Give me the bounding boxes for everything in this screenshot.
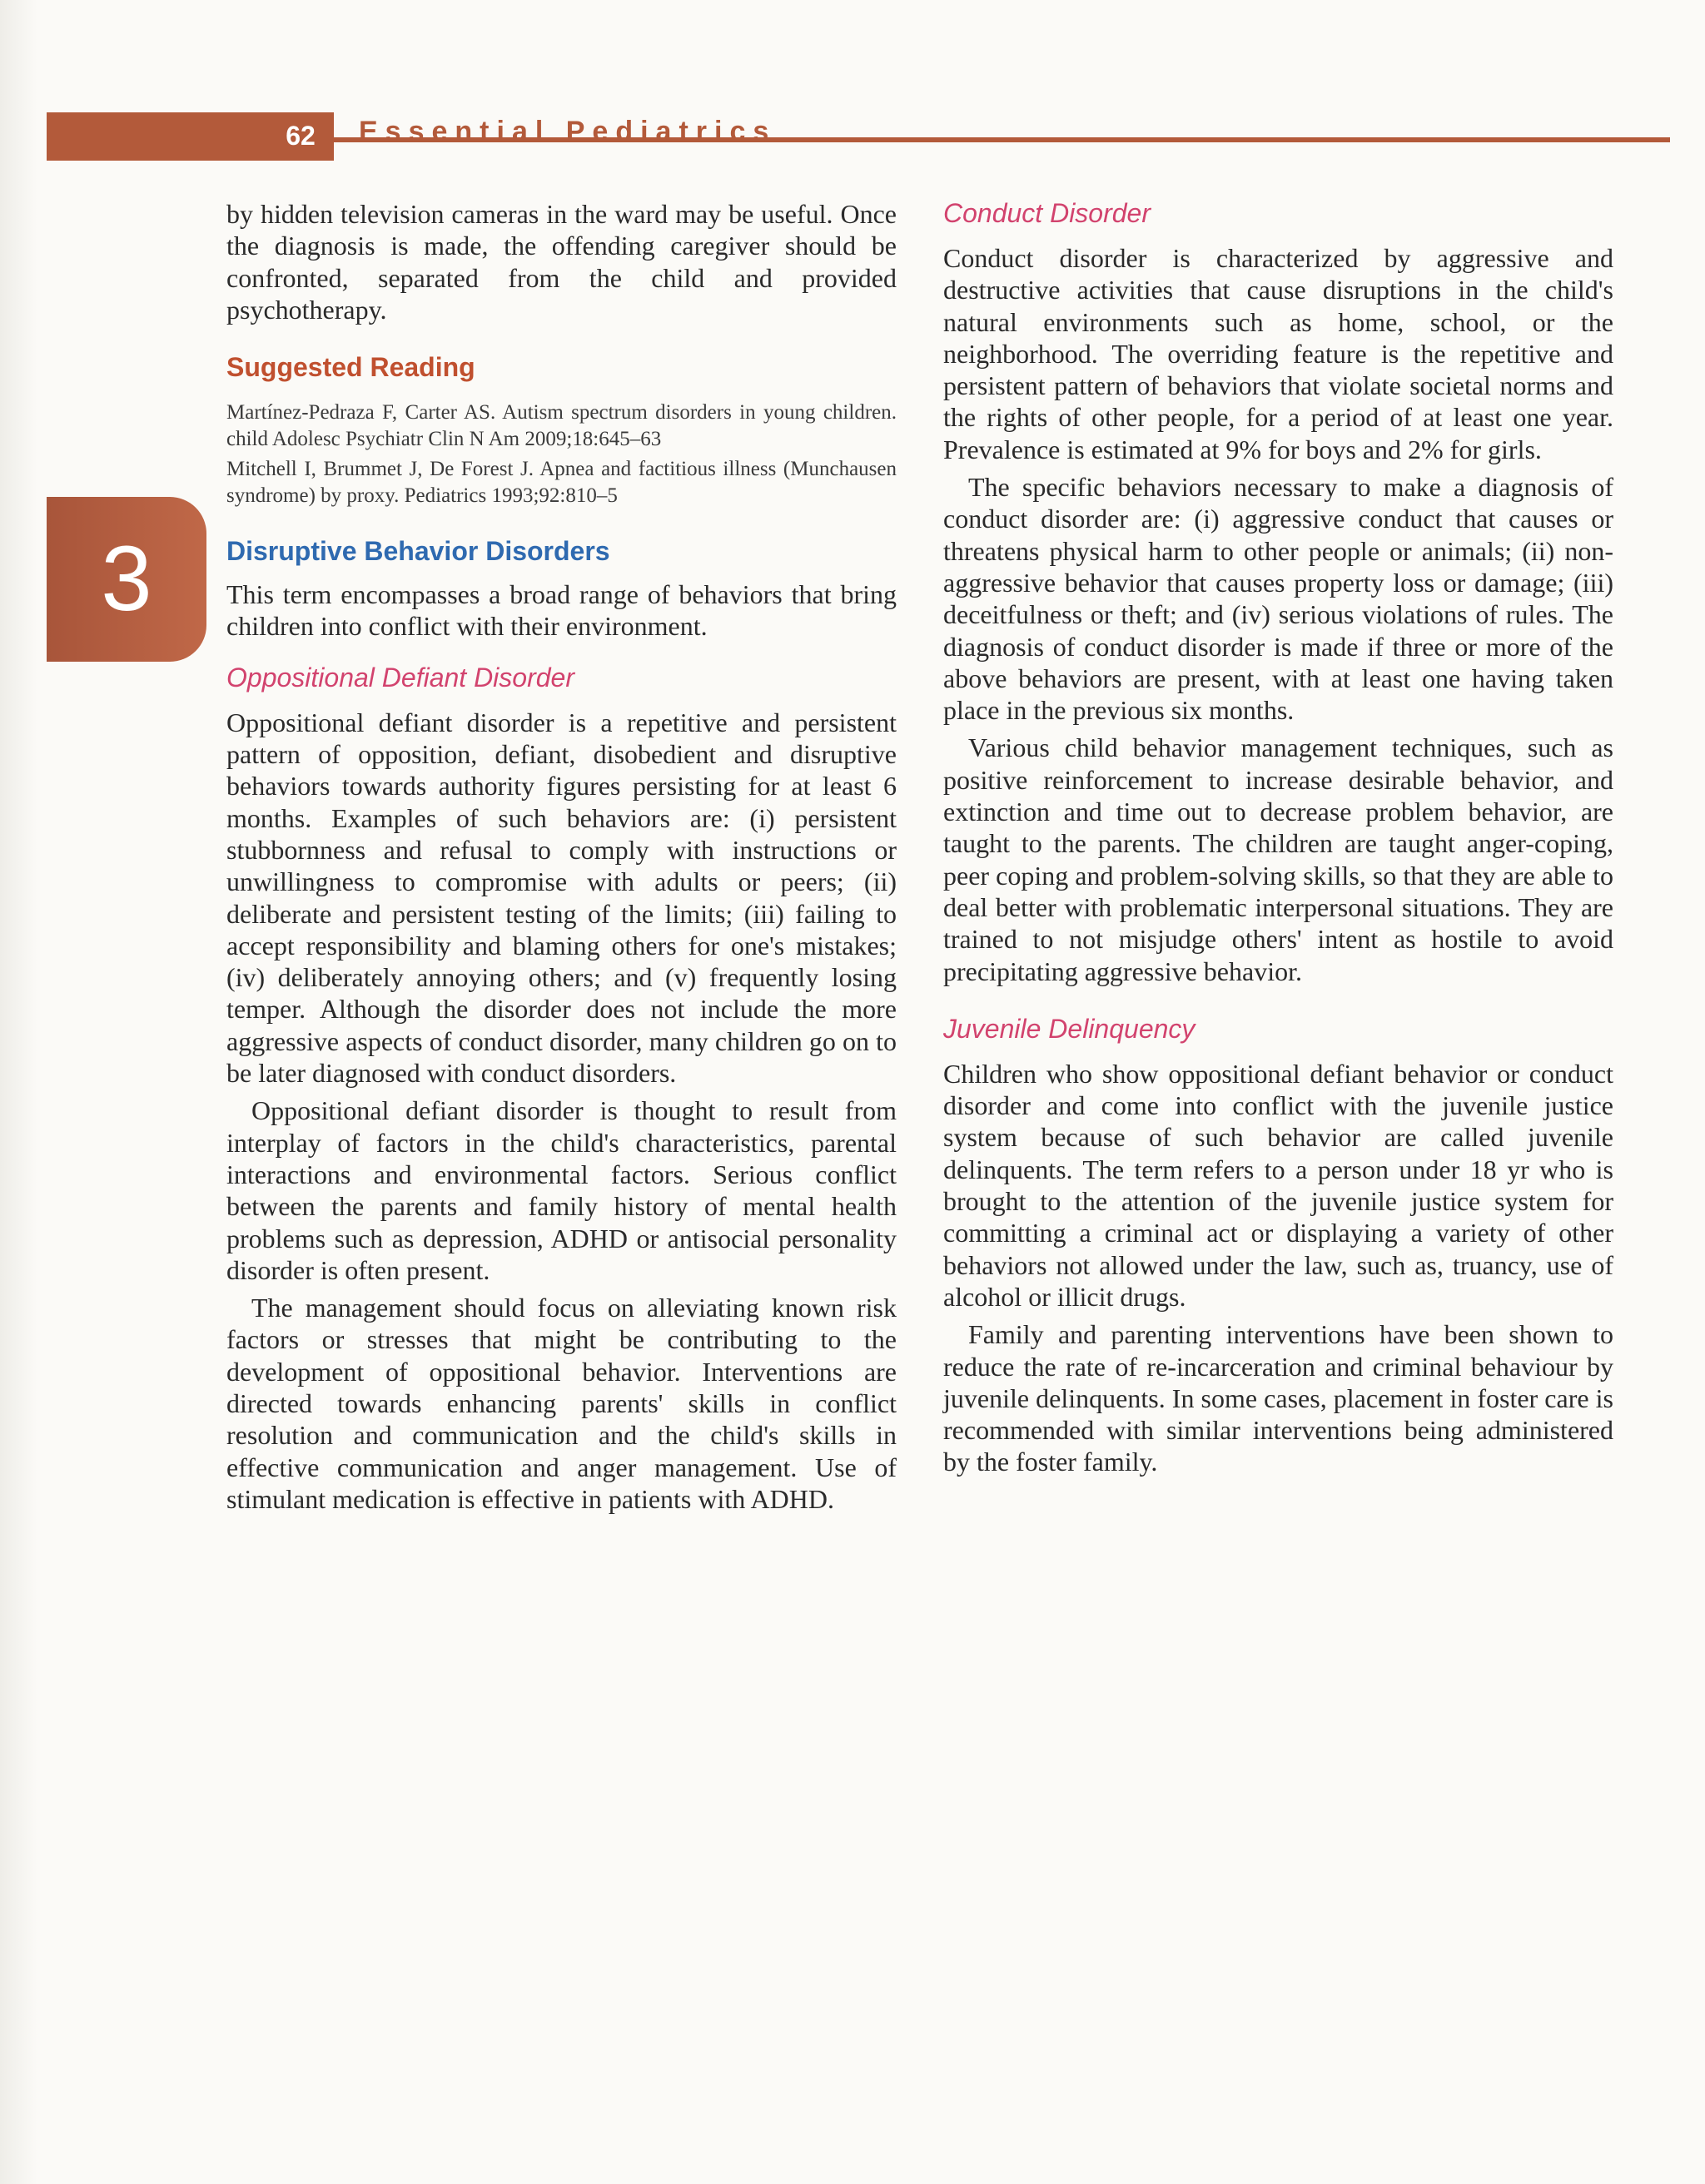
disruptive-heading: Disruptive Behavior Disorders [226, 536, 610, 567]
header-block [47, 112, 334, 161]
page-edge-shadow [0, 0, 37, 2184]
odd-heading: Oppositional Defiant Disorder [226, 662, 574, 692]
juvenile-paragraph: Children who show oppositional defiant behavior or conduct disorder and come into conflict with the juvenile justice system because of such behavior are called juvenile delinquents. The term refers to a person under 18 yr who is brought to the attention of the juvenile justice system for committing a criminal act or displaying a variety of other behaviors not allowed under the law, such as, truancy, use of alcohol or illicit drugs. [943, 1058, 1613, 1312]
conduct-paragraph: The specific behaviors necessary to make a diagnosis of conduct disorder are: (i) aggressive conduct that causes or threatens physical harm to other people or animals; (ii) non-aggressive behavior that causes property loss or damage; (iii) deceitfulness or theft; and (iv) serious violations of rules. The diagnosis of conduct disorder is made if three or more of the above behaviors are present, with at least one having taken place in the previous six months. [943, 472, 1613, 726]
intro-paragraph: by hidden television cameras in the ward may be useful. Once the diagnosis is made, the offending caregiver should be confronted, separated from the child and provided psychotherapy. [226, 199, 897, 325]
conduct-paragraph: Conduct disorder is characterized by aggressive and destructive activities that cause disruptions in the child's natural environments such as home, school, or the neighborhood. The overriding feature is the repetitive and persistent pattern of behaviors that violate societal norms and the rights of other people, for a period of at least one year. Prevalence is estimated at 9% for boys and 2% for girls. [943, 243, 1613, 464]
reference-item: Mitchell I, Brummet J, De Forest J. Apnea and factitious illness (Munchausen syndrome) by proxy. Pediatrics 1993;92:810–5 [226, 458, 897, 508]
odd-paragraph: Oppositional defiant disorder is thought to result from interplay of factors in the child's characteristics, parental interactions and environmental factors. Serious conflict between the parents and family history of mental health problems such as depression, ADHD or antisocial personality disorder is often present. [226, 1095, 897, 1285]
juvenile-heading: Juvenile Delinquency [943, 1013, 1195, 1044]
odd-paragraph: The management should focus on alleviating known risk factors or stresses that might be contributing to the development of oppositional behavior. Interventions are directed towards enhancing parents' skills in conflict resolution and communication and the child's skills in effective communication and anger management. Use of stimulant medication is effective in patients with ADHD. [226, 1293, 897, 1514]
page-number: 62 [286, 121, 316, 151]
page-header [47, 112, 1670, 161]
conduct-paragraph: Various child behavior management techniques, such as positive reinforcement to increase desirable behavior, and extinction and time out to decrease problem behavior, are taught to the parents. The children are taught anger-coping, peer coping and problem-solving skills, so that they are able to deal better with problematic interpersonal situations. They are trained to not misjudge others' intent as hostile to avoid precipitating aggressive behavior. [943, 732, 1613, 986]
running-title: Essential Pediatrics [359, 116, 777, 147]
left-column [226, 198, 897, 1515]
reference-item: Martínez-Pedraza F, Carter AS. Autism spectrum disorders in young children. child Adolesc Psychiatr Clin N Am 2009;18:645–63 [226, 401, 897, 451]
right-column [943, 198, 1613, 1478]
disruptive-paragraph: This term encompasses a broad range of behaviors that bring children into conflict with their environment. [226, 579, 897, 642]
chapter-tab [47, 497, 206, 662]
juvenile-paragraph: Family and parenting interventions have been shown to reduce the rate of re-incarceration and criminal behaviour by juvenile delinquents. In some cases, placement in foster care is recommended with similar interventions being administered by the foster family. [943, 1319, 1613, 1477]
conduct-heading: Conduct Disorder [943, 198, 1151, 228]
chapter-number: 3 [101, 528, 152, 630]
suggested-reading-heading: Suggested Reading [226, 352, 475, 383]
odd-paragraph: Oppositional defiant disorder is a repetitive and persistent pattern of opposition, defiant, disobedient and disruptive behaviors towards authority figures persisting for at least 6 months. Examples of such behaviors are: (i) persistent stubbornness and refusal to comply with instructions or unwillingness to compromise with adults or peers; (ii) deliberate and persistent testing of the limits; (iii) failing to accept responsibility and blaming others for one's mistakes; (iv) deliberately annoying others; and (v) frequently losing temper. Although the disorder does not include the more aggressive aspects of conduct disorder, many children go on to be later diagnosed with conduct disorders. [226, 707, 897, 1089]
